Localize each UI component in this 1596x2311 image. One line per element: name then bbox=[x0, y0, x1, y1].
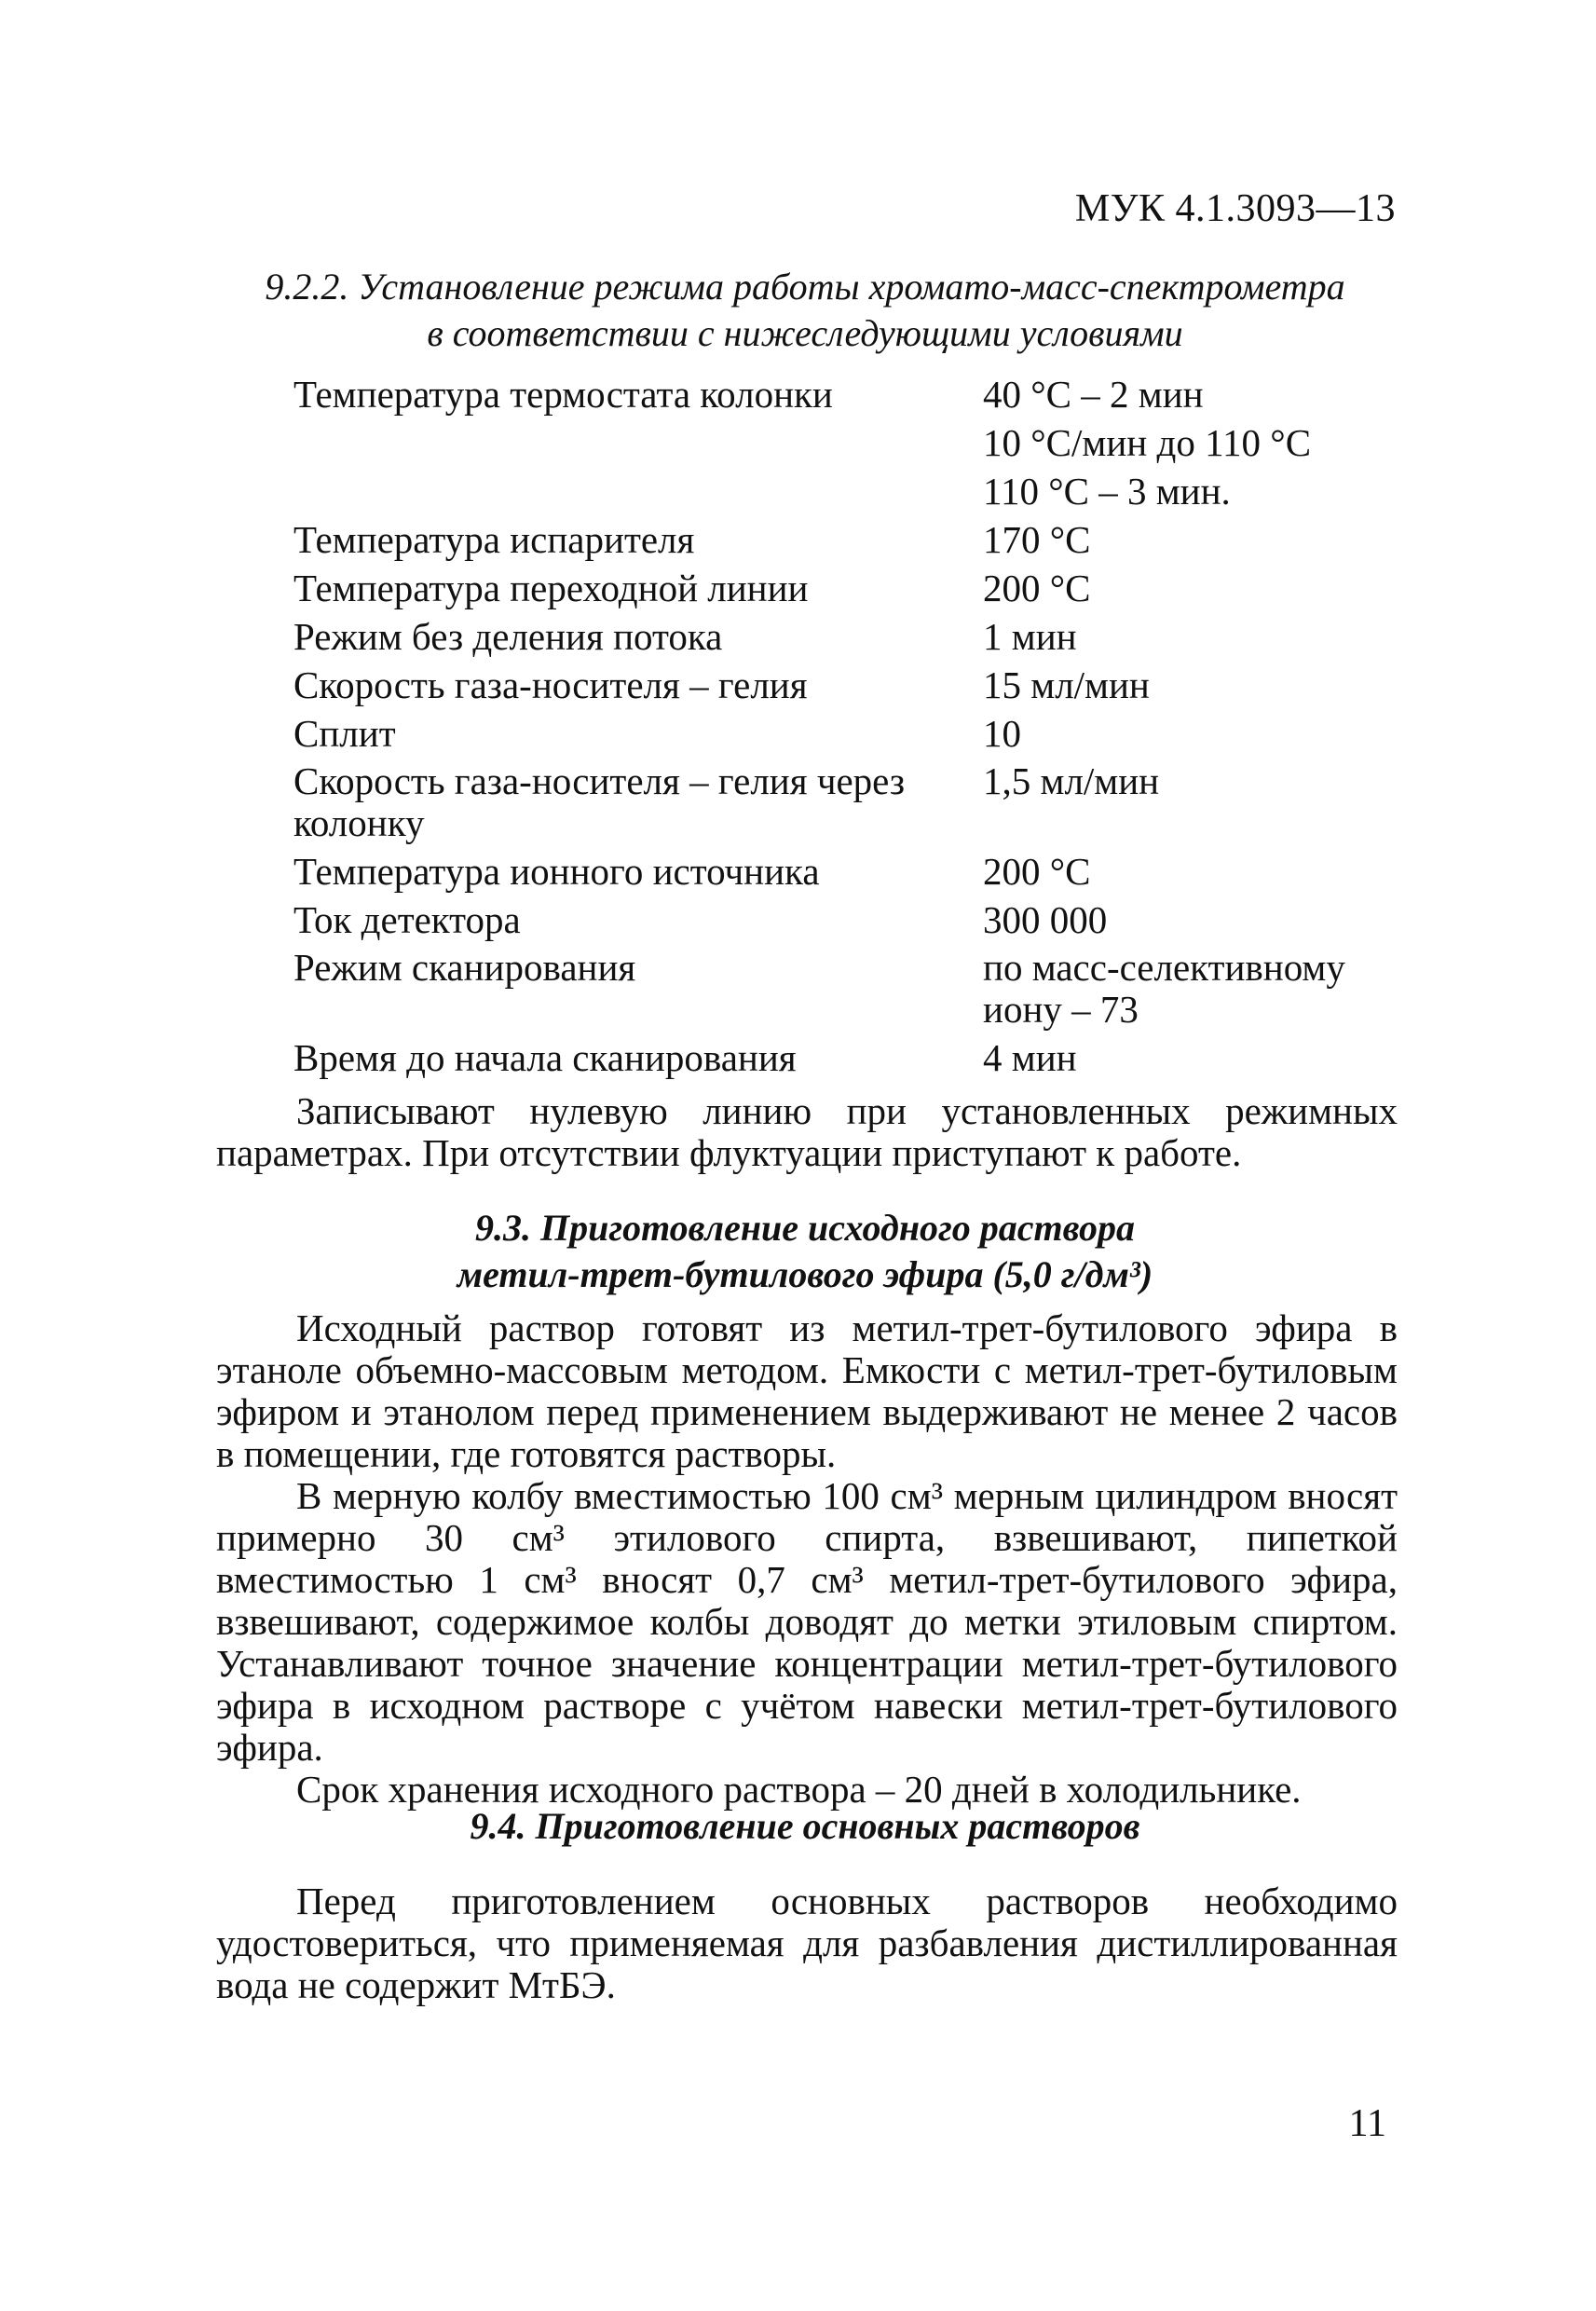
parameter-row bbox=[293, 515, 1412, 564]
section-922-title-line-1: 9.2.2. Установление режима работы хромато-масс-спектрометра bbox=[265, 266, 1345, 308]
parameter-row bbox=[293, 760, 1412, 844]
section-94-body bbox=[216, 1880, 1398, 2006]
parameter-value: 1 мин bbox=[983, 615, 1077, 658]
parameter-name: Скорость газа-носителя – гелия через колонку bbox=[293, 759, 906, 844]
parameters-table bbox=[293, 370, 1412, 1082]
parameter-value: 4 мин bbox=[983, 1036, 1077, 1079]
parameter-value: по масс-селективному иону – 73 bbox=[983, 946, 1345, 1031]
page-number: 11 bbox=[1348, 2102, 1386, 2145]
section-922-title-line-2: в соответствии с нижеследующими условиями bbox=[427, 312, 1183, 354]
parameter-row bbox=[293, 661, 1412, 709]
parameter-row bbox=[293, 1033, 1412, 1082]
parameter-row bbox=[293, 370, 1412, 515]
parameter-name: Температура ионного источника bbox=[293, 850, 820, 893]
section-93-title-line-1: 9.3. Приготовление исходного раствора bbox=[474, 1207, 1136, 1249]
parameter-name: Ток детектора bbox=[293, 898, 521, 941]
parameter-value: 300 000 bbox=[983, 898, 1108, 941]
paragraph: Перед приготовлением основных растворов необходимо удостовериться, что применяемая для разбавления дистиллированная вода не содержит МтБЭ. bbox=[216, 1880, 1398, 2006]
parameter-name: Температура термостата колонки bbox=[293, 373, 833, 416]
section-93-body bbox=[216, 1307, 1398, 1811]
parameter-value: 200 °С bbox=[983, 850, 1091, 893]
parameter-value: 10 bbox=[983, 712, 1021, 755]
parameter-name: Скорость газа-носителя – гелия bbox=[293, 663, 808, 706]
document-code: МУК 4.1.3093—13 bbox=[1074, 187, 1396, 230]
parameter-name: Температура переходной линии bbox=[293, 567, 809, 609]
parameter-name: Время до начала сканирования bbox=[293, 1036, 797, 1079]
paragraph: Исходный раствор готовят из метил-трет-бутилового эфира в этаноле объемно-массовым методом. Емкости с метил-трет-бутиловым эфиром и этанолом перед применением выдерживают не менее 2 часов в помещении, где готовятся растворы. bbox=[216, 1306, 1398, 1475]
parameter-row bbox=[293, 564, 1412, 612]
section-922-heading bbox=[214, 264, 1396, 357]
parameter-row bbox=[293, 847, 1412, 896]
parameter-value: 200 °С bbox=[983, 567, 1091, 609]
parameter-name: Сплит bbox=[293, 712, 396, 755]
parameter-value: 170 °С bbox=[983, 518, 1091, 561]
parameter-name: Режим без деления потока bbox=[293, 615, 723, 658]
parameter-value: 40 °С – 2 мин 10 °С/мин до 110 °С 110 °С – 3 мин. bbox=[983, 373, 1312, 513]
zero-line-paragraph: Записывают нулевую линию при установленных режимных параметрах. При отсутствии флуктуации приступают к работе. bbox=[216, 1089, 1398, 1174]
section-94-heading: 9.4. Приготовление основных растворов bbox=[470, 1805, 1140, 1847]
parameter-row bbox=[293, 612, 1412, 661]
parameter-name: Температура испарителя bbox=[293, 518, 695, 561]
paragraph: В мерную колбу вместимостью 100 см³ мерным цилиндром вносят примерно 30 см³ этилового спирта, взвешивают, пипеткой вместимостью 1 см³ вносят 0,7 см³ метил-трет-бутилового эфира, взвешивают, содержимое колбы доводят до метки этиловым спиртом. Устанавливают точное значение концентрации метил-трет-бутилового эфира в исходном растворе с учётом навески метил-трет-бутилового эфира. bbox=[216, 1474, 1398, 1769]
parameter-name: Режим сканирования bbox=[293, 946, 636, 989]
parameter-row bbox=[293, 896, 1412, 944]
parameter-row bbox=[293, 709, 1412, 758]
parameter-row bbox=[293, 947, 1412, 1031]
parameter-value: 1,5 мл/мин bbox=[983, 759, 1160, 802]
parameter-value: 15 мл/мин bbox=[983, 663, 1150, 706]
paragraph: Срок хранения исходного раствора – 20 дней в холодильнике. bbox=[296, 1768, 1302, 1811]
section-93-heading bbox=[214, 1205, 1396, 1298]
section-93-title-line-2: метил-трет-бутилового эфира (5,0 г/дм³) bbox=[457, 1253, 1153, 1295]
